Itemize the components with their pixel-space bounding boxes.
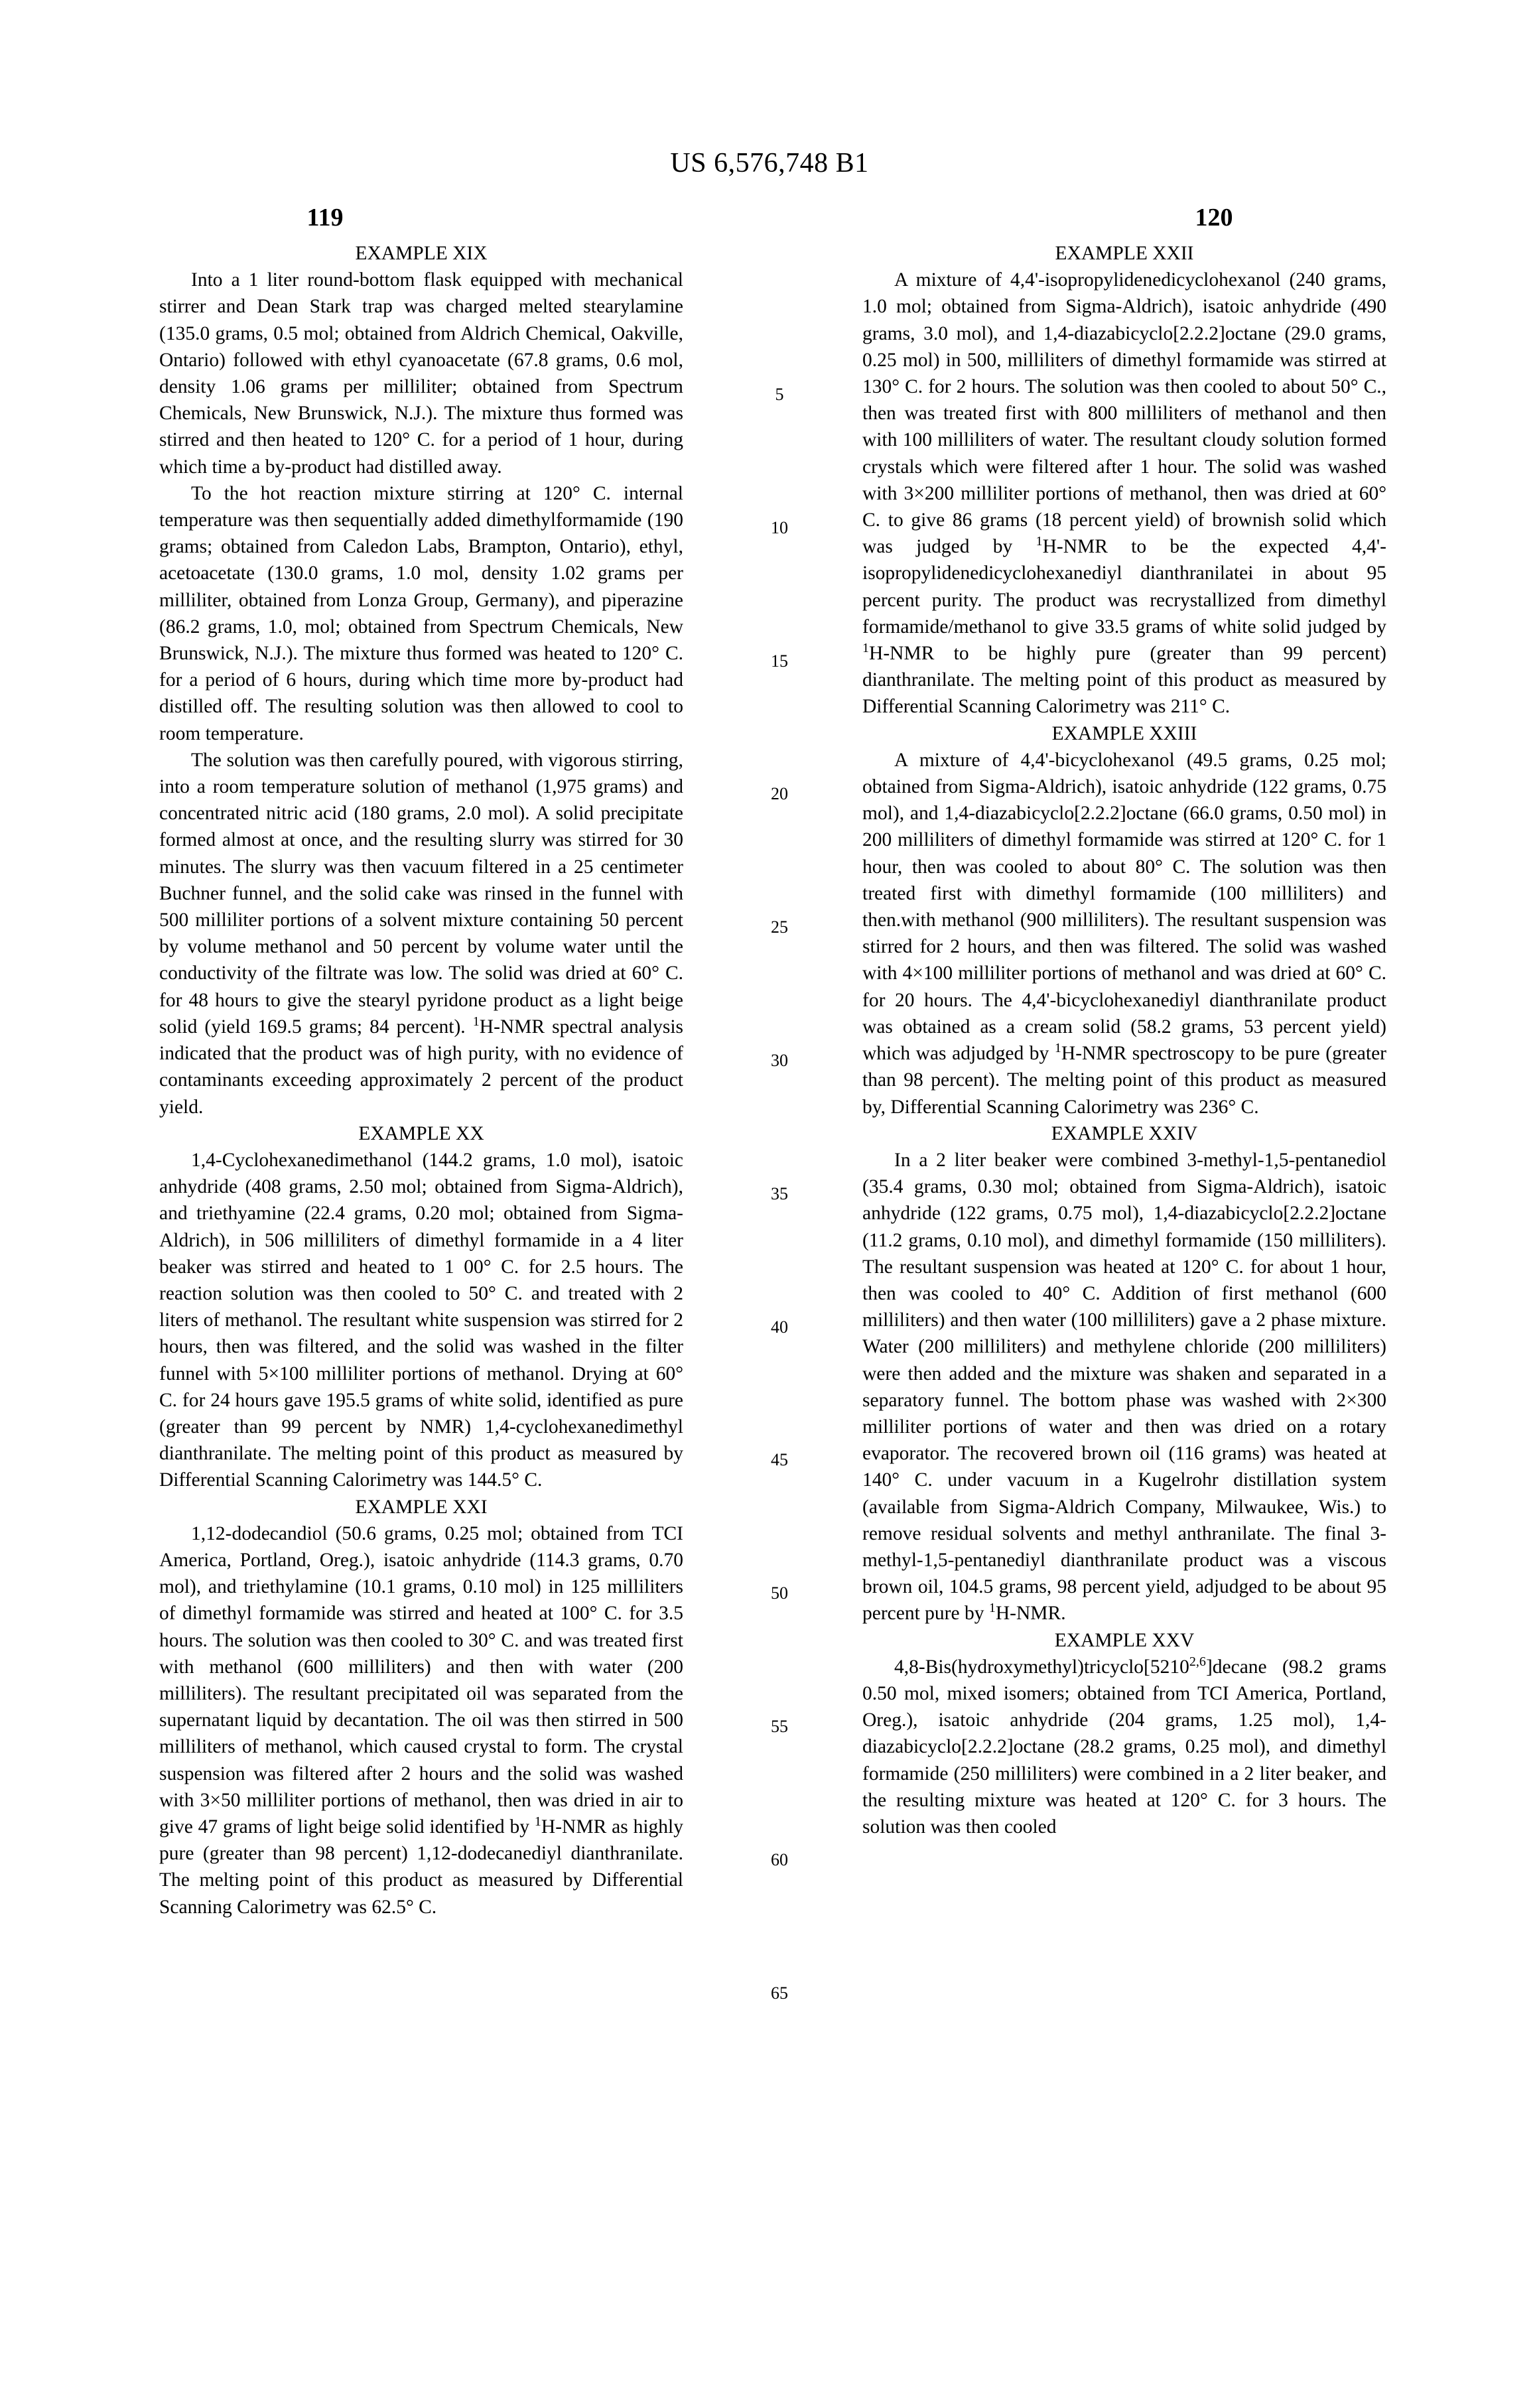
superscript: 1 <box>534 1814 541 1830</box>
line-number: 35 <box>771 1183 788 1203</box>
example-heading: EXAMPLE XIX <box>355 243 488 264</box>
paragraph <box>159 747 683 1120</box>
paragraph-text: In a 2 liter beaker were combined 3-methyl-1,5-pentanediol (35.4 grams, 0.30 mol; obtained from Sigma-Aldrich), isatoic anhydride (122 grams, 0.75 mol), 1,4-diazabicyclo[2.2.2]octane (11.2 grams, 0.10 mol), and dimethyl formamide (150 milliliters). The resultant suspension was heated at 120° C. for about 1 hour, then was cooled to 40° C. Addition of first methanol (600 milliliters) and then water (100 milliliters) gave a 2 phase mixture. Water (200 milliliters) and methylene chloride (200 milliliters) were then added and the mixture was shaken and separated in a separatory funnel. The bottom phase was washed with 2×300 milliliter portions of water and then was dried on a rotary evaporator. The recovered brown oil (116 grams) was heated at 140° C. under vacuum in a Kugelrohr distillation system (available from Sigma-Aldrich Company, Milwaukee, Wis.) to remove residual solvents and methyl anthranilate. The final 3-methyl-1,5-pentanediyl dianthranilate product was a viscous brown oil, 104.5 grams, 98 percent yield, adjudged to be about 95 percent pure by <box>862 1149 1386 1625</box>
right-column <box>862 240 1386 1920</box>
paragraph: 1,4-Cyclohexanedimethanol (144.2 grams, 1.0 mol), isatoic anhydride (408 grams, 2.50 mol; obtained from Sigma-Aldrich), and triethyamine (22.4 grams, 0.20 mol; obtained from Sigma-Aldrich), in 506 milliliters of dimethyl formamide in a 4 liter beaker was stirred and heated to 1 00° C. for 2.5 hours. The reaction solution was then cooled to 50° C. and treated with 2 liters of methanol. The resultant white suspension was stirred for 2 hours, then was filtered, and the solid was washed in the filter funnel with 5×100 milliliter portions of methanol. Drying at 60° C. for 24 hours gave 195.5 grams of white solid, identified as pure (greater than 99 percent by NMR) 1,4-cyclohexanedimethyl dianthranilate. The melting point of this product as measured by Differential Scanning Calorimetry was 144.5° C. <box>159 1149 683 1491</box>
line-number: 65 <box>771 1983 788 2003</box>
paragraph-text: H-NMR. <box>995 1603 1066 1625</box>
page-number-row <box>0 203 1539 234</box>
line-number: 25 <box>771 917 788 937</box>
example-heading: EXAMPLE XXII <box>1055 243 1194 264</box>
paragraph-text: 1,12-dodecandiol (50.6 grams, 0.25 mol; obtained from TCI America, Portland, Oreg.), isatoic anhydride (114.3 grams, 0.70 mol), and triethylamine (10.1 grams, 0.10 mol) in 125 milliliters of dimethyl formamide was stirred and heated at 100° C. for 3.5 hours. The solution was then cooled to 30° C. and was treated first with methanol (600 milliliters) and then with water (200 milliliters). The resultant precipitated oil was separated from the supernatant liquid by decantation. The oil was then stirred in 500 milliliters of methanol, which caused crystal to form. The crystal suspension was filtered after 2 hours and the solid was washed with 3×50 milliliter portions of methanol, then was dried in air to give 47 grams of light beige solid identified by <box>159 1522 683 1838</box>
paragraph <box>862 267 1386 720</box>
left-column <box>159 240 683 1920</box>
paragraph-text: H-NMR to be the expected 4,4'-isopropylidenedicyclohexanediyl dianthranilatei in about 95 percent purity. The product was recrystallized from dimethyl formamide/methanol to give 33.5 grams of white solid judged by <box>862 536 1386 637</box>
example-heading: EXAMPLE XX <box>358 1122 484 1144</box>
paragraph <box>159 1520 683 1920</box>
superscript: 2,6 <box>1189 1654 1206 1669</box>
two-column-body <box>0 240 1539 1920</box>
paragraph-text: H-NMR spectral analysis indicated that the product was of high purity, with no evidence of contaminants exceeding approximately 2 percent of the product yield. <box>159 1016 683 1118</box>
paragraph-text: ]decane (98.2 grams 0.50 mol, mixed isomers; obtained from TCI America, Portland, Oreg.), isatoic anhydride (204 grams, 1.25 mol), 1,4-diazabicyclo[2.2.2]octane (28.2 grams, 0.25 mol), and dimethyl formamide (250 milliliters) were combined in a 2 liter beaker, and the resulting mixture was heated at 120° C. for 3 hours. The solution was then cooled <box>862 1656 1386 1838</box>
page-number-left: 119 <box>306 204 344 232</box>
paragraph-text: H-NMR to be highly pure (greater than 99 percent) dianthranilate. The melting point of this product as measured by Differential Scanning Calorimetry was 211° C. <box>862 643 1386 718</box>
paragraph: To the hot reaction mixture stirring at 120° C. internal temperature was then sequentially added dimethylformamide (190 grams; obtained from Caledon Labs, Brampton, Ontario), ethyl, acetoacetate (130.0 grams, 1.0 mol, density 1.02 grams per milliliter, obtained from Lonza Group, Germany), and piperazine (86.2 grams, 1.0, mol; obtained from Spectrum Chemicals, New Brunswick, N.J.). The mixture thus formed was heated to 120° C. for a period of 6 hours, during which time more by-product had distilled off. The resulting solution was then allowed to cool to room temperature. <box>159 482 683 744</box>
paragraph-text: A mixture of 4,4'-bicyclohexanol (49.5 grams, 0.25 mol; obtained from Sigma-Aldrich), isatoic anhydride (122 grams, 0.75 mol), and 1,4-diazabicyclo[2.2.2]octane (66.0 grams, 0.50 mol) in 200 milliliters of dimethyl formamide was stirred at 120° C. for 1 hour, then was cooled to about 80° C. The solution was then treated first with dimethyl formamide (100 milliliters) and then.with methanol (900 milliliters). The resultant suspension was stirred for 2 hours, and then was filtered. The solid was washed with 4×100 milliliter portions of methanol and was dried at 60° C. for 20 hours. The 4,4'-bicyclohexanediyl dianthranilate product was obtained as a cream solid (58.2 grams, 53 percent yield) which was adjudged by <box>862 749 1386 1065</box>
superscript: 1 <box>988 1601 996 1616</box>
line-number: 10 <box>771 517 788 537</box>
superscript: 1 <box>1054 1041 1061 1056</box>
patent-page <box>0 147 1539 2408</box>
line-number: 5 <box>775 385 784 404</box>
paragraph-text: 4,8-Bis(hydroxymethyl)tricyclo[5210 <box>894 1656 1189 1678</box>
paragraph <box>862 747 1386 1120</box>
paragraph: Into a 1 liter round-bottom flask equipped with mechanical stirrer and Dean Stark trap was charged melted stearylamine (135.0 grams, 0.5 mol; obtained from Aldrich Chemical, Oakville, Ontario) followed with ethyl cyanoacetate (67.8 grams, 0.6 mol, density 1.06 grams per milliliter; obtained from Spectrum Chemicals, New Brunswick, N.J.). The mixture thus formed was stirred and then heated to 120° C. for a period of 1 hour, during which time a by-product had distilled away. <box>159 269 683 478</box>
example-heading: EXAMPLE XXIV <box>1051 1122 1198 1144</box>
paragraph-text: H-NMR spectroscopy to be pure (greater than 98 percent). The melting point of this product as measured by, Differential Scanning Calorimetry was 236° C. <box>862 1043 1386 1118</box>
superscript: 1 <box>1036 534 1043 549</box>
example-heading: EXAMPLE XXIII <box>1051 722 1197 744</box>
line-number: 40 <box>771 1317 788 1337</box>
example-heading: EXAMPLE XXV <box>1054 1629 1195 1651</box>
paragraph-text: A mixture of 4,4'-isopropylidenedicyclohexanol (240 grams, 1.0 mol; obtained from Sigma-Aldrich), isatoic anhydride (490 grams, 3.0 mol), and 1,4-diazabicyclo[2.2.2]octane (29.0 grams, 0.25 mol) in 500, milliliters of dimethyl formamide was stirred at 130° C. for 2 hours. The solution was then cooled to about 50° C., then was treated first with 800 milliliters of methanol and then with 100 milliliters of water. The resultant cloudy solution formed crystals which were filtered after 1 hour. The solid was washed with 3×200 milliliter portions of methanol, then was dried at 60° C. to give 86 grams (18 percent yield) of brownish solid which was judged by <box>862 269 1386 558</box>
line-number: 20 <box>771 784 788 804</box>
line-number: 50 <box>771 1583 788 1603</box>
page-number-right: 120 <box>1195 204 1233 232</box>
patent-number-header: US 6,576,748 B1 <box>670 148 869 178</box>
line-number: 60 <box>771 1849 788 1869</box>
line-number: 30 <box>771 1051 788 1070</box>
line-number: 55 <box>771 1717 788 1736</box>
superscript: 1 <box>862 641 870 656</box>
paragraph-text: H-NMR as highly pure (greater than 98 percent) 1,12-dodecanediyl dianthranilate. The melting point of this product as measured by Differential Scanning Calorimetry was 62.5° C. <box>159 1816 683 1918</box>
paragraph-text: The solution was then carefully poured, with vigorous stirring, into a room temperature solution of methanol (1,975 grams) and concentrated nitric acid (180 grams, 2.0 mol). A solid precipitate formed almost at once, and the resulting slurry was stirred for 30 minutes. The slurry was then vacuum filtered in a 25 centimeter Buchner funnel, and the solid cake was rinsed in the funnel with 500 milliliter portions of a solvent mixture containing 50 percent by volume methanol and 50 percent by volume water until the conductivity of the filtrate was low. The solid was dried at 60° C. for 48 hours to give the stearyl pyridone product as a light beige solid (yield 169.5 grams; 84 percent). <box>159 749 683 1037</box>
superscript: 1 <box>472 1014 480 1030</box>
paragraph <box>862 1147 1386 1627</box>
line-number: 15 <box>771 651 788 671</box>
line-number: 45 <box>771 1450 788 1470</box>
example-heading: EXAMPLE XXI <box>355 1496 488 1518</box>
paragraph <box>862 1654 1386 1840</box>
